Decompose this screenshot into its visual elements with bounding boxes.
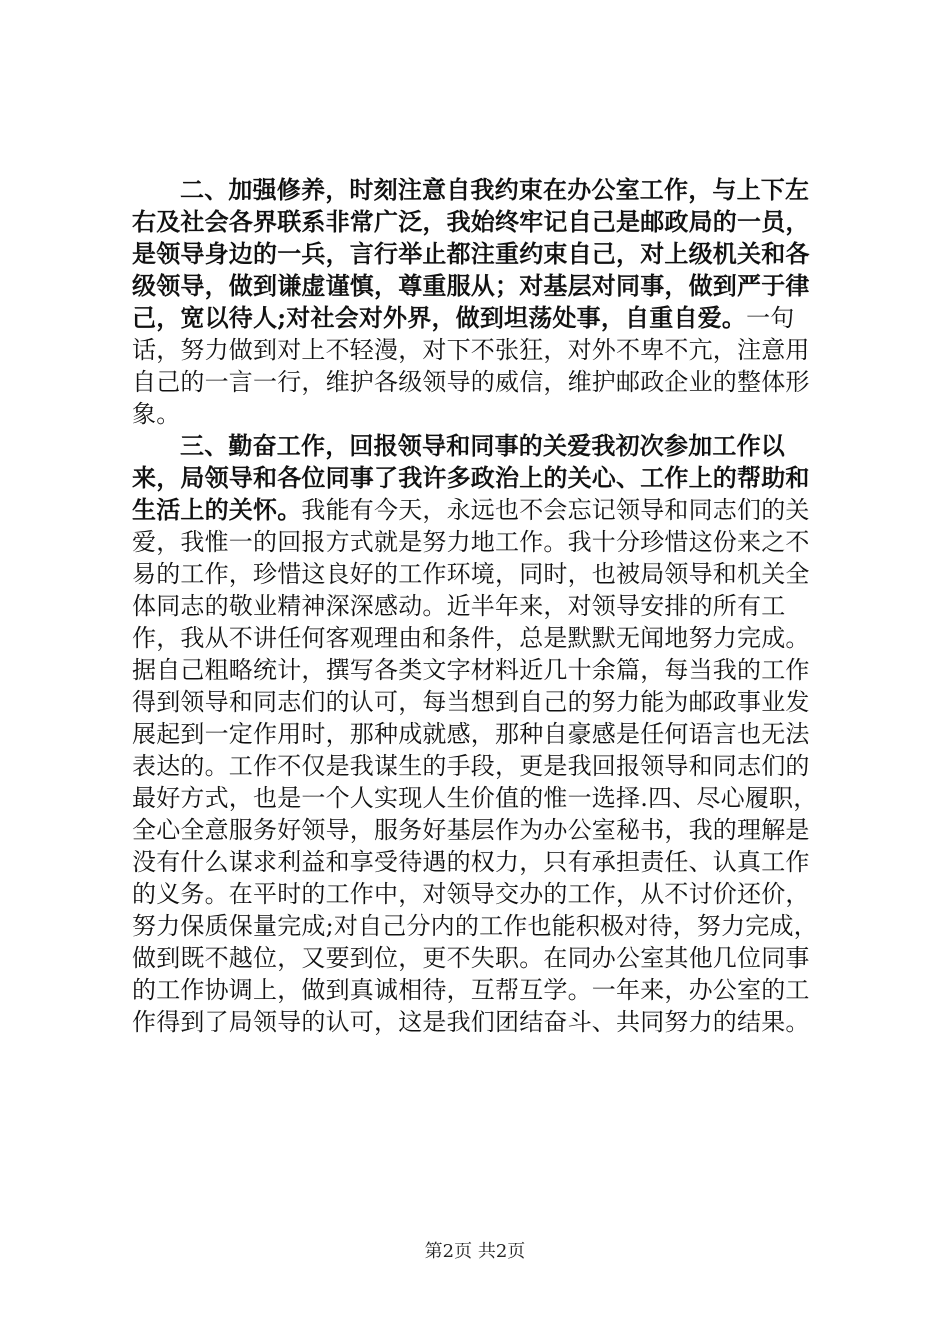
page-number: 第2页 共2页 (424, 1241, 526, 1262)
paragraph-3-heading: 三、勤奋工作，回报领导和同事的关爱我初次参加工作以来，局领导和各位同事了我许多政治上的关心、工作上的帮助和生活上的关怀。 (132, 431, 810, 524)
paragraph-3-body: 我能有今天，永远也不会忘记领导和同志们的关爱，我惟一的回报方式就是努力地工作。我十分珍惜这份来之不易的工作，珍惜这良好的工作环境，同时，也被局领导和机关全体同志的敬业精神深深感动。近半年来，对领导安排的所有工作，我从不讲任何客观理由和条件，总是默默无闻地努力完成。据自己粗略统计，撰写各类文字材料近几十余篇，每当我的工作得到领导和同志们的认可，每当想到自己的努力能为邮政事业发展起到一定作用时，那种成就感，那种自豪感是任何语言也无法表达的。工作不仅是我谋生的手段，更是我回报领导和同志们的最好方式，也是一个人实现人生价值的惟一选择.四、尽心履职，全心全意服务好领导，服务好基层作为办公室秘书，我的理解是没有什么谋求利益和享受待遇的权力，只有承担责任、认真工作的义务。在平时的工作中，对领导交办的工作，从不讨价还价，努力保质保量完成;对自己分内的工作也能积极对待，努力完成，做到既不越位，又要到位，更不失职。在同办公室其他几位同事的工作协调上，做到真诚相待，互帮互学。一年来，办公室的工作得到了局领导的认可，这是我们团结奋斗、共同努力的结果。 (132, 496, 818, 1036)
paragraph-2-body: 一句话，努力做到对上不轻漫，对下不张狂，对外不卑不亢，注意用自己的一言一行，维护各级领导的威信，维护邮政企业的整体形象。 (132, 304, 810, 428)
page-footer (0, 1240, 950, 1264)
paragraph-3 (132, 430, 832, 1038)
paragraph-2-heading: 二、加强修养，时刻注意自我约束在办公室工作，与上下左右及社会各界联系非常广泛，我始终牢记自己是邮政局的一员，是领导身边的一兵，言行举止都注重约束自己，对上级机关和各级领导，做到谦虚谨慎，尊重服从；对基层对同事，做到严于律己，宽以待人;对社会对外界，做到坦荡处事，自重自爱。 (132, 175, 810, 332)
paragraph-2 (132, 174, 832, 430)
document-body (132, 174, 832, 1038)
